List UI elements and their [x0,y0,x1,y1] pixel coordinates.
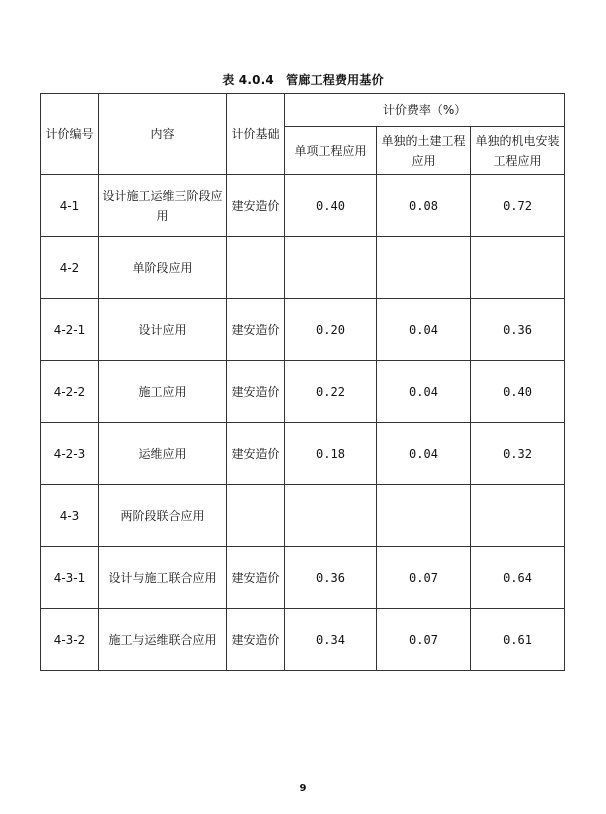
row-content: 两阶段联合应用 [99,485,227,547]
row-rate-mep [471,237,565,299]
row-rate-mep: 0.61 [471,609,565,671]
table-row [41,609,565,671]
table-caption: 表 4.0.4 管廊工程费用基价 [222,73,384,87]
row-basis: 建安造价 [227,361,285,423]
header-rate-group: 计价费率（%） [285,94,565,127]
row-code: 4-2-3 [41,423,99,485]
table-row [41,361,565,423]
row-content: 设计与施工联合应用 [99,547,227,609]
row-rate-civil: 0.07 [377,609,471,671]
row-content: 设计施工运维三阶段应用 [99,175,227,237]
table-row [41,237,565,299]
table-row [41,175,565,237]
row-basis: 建安造价 [227,299,285,361]
row-content: 设计应用 [99,299,227,361]
table-row [41,485,565,547]
header-row [41,94,565,127]
row-rate-single: 0.18 [285,423,377,485]
row-rate-single [285,485,377,547]
row-basis [227,485,285,547]
row-rate-civil [377,485,471,547]
row-rate-civil: 0.07 [377,547,471,609]
row-rate-mep: 0.64 [471,547,565,609]
row-rate-civil: 0.04 [377,423,471,485]
row-content: 施工应用 [99,361,227,423]
header-rate-civil: 单独的土建工程应用 [377,127,471,175]
row-basis [227,237,285,299]
header-code: 计价编号 [41,94,99,175]
row-code: 4-3-2 [41,609,99,671]
header-basis: 计价基础 [227,94,285,175]
row-rate-mep: 0.40 [471,361,565,423]
header-content: 内容 [99,94,227,175]
row-rate-single [285,237,377,299]
table-row [41,423,565,485]
row-basis: 建安造价 [227,175,285,237]
row-code: 4-2-2 [41,361,99,423]
page-number: 9 [299,783,307,794]
row-rate-single: 0.36 [285,547,377,609]
row-content: 运维应用 [99,423,227,485]
row-rate-single: 0.34 [285,609,377,671]
header-rate-mep: 单独的机电安装工程应用 [471,127,565,175]
row-code: 4-2-1 [41,299,99,361]
row-rate-mep: 0.72 [471,175,565,237]
row-rate-civil: 0.04 [377,361,471,423]
row-rate-civil: 0.04 [377,299,471,361]
row-code: 4-2 [41,237,99,299]
row-content: 单阶段应用 [99,237,227,299]
row-code: 4-1 [41,175,99,237]
row-basis: 建安造价 [227,547,285,609]
row-rate-civil [377,237,471,299]
row-content: 施工与运维联合应用 [99,609,227,671]
row-code: 4-3 [41,485,99,547]
row-rate-mep: 0.32 [471,423,565,485]
fee-table [40,93,565,671]
header-rate-single: 单项工程应用 [285,127,377,175]
row-rate-civil: 0.08 [377,175,471,237]
row-rate-mep: 0.36 [471,299,565,361]
row-basis: 建安造价 [227,423,285,485]
row-rate-mep [471,485,565,547]
row-code: 4-3-1 [41,547,99,609]
row-rate-single: 0.20 [285,299,377,361]
row-basis: 建安造价 [227,609,285,671]
row-rate-single: 0.22 [285,361,377,423]
table-row [41,547,565,609]
row-rate-single: 0.40 [285,175,377,237]
table-row [41,299,565,361]
